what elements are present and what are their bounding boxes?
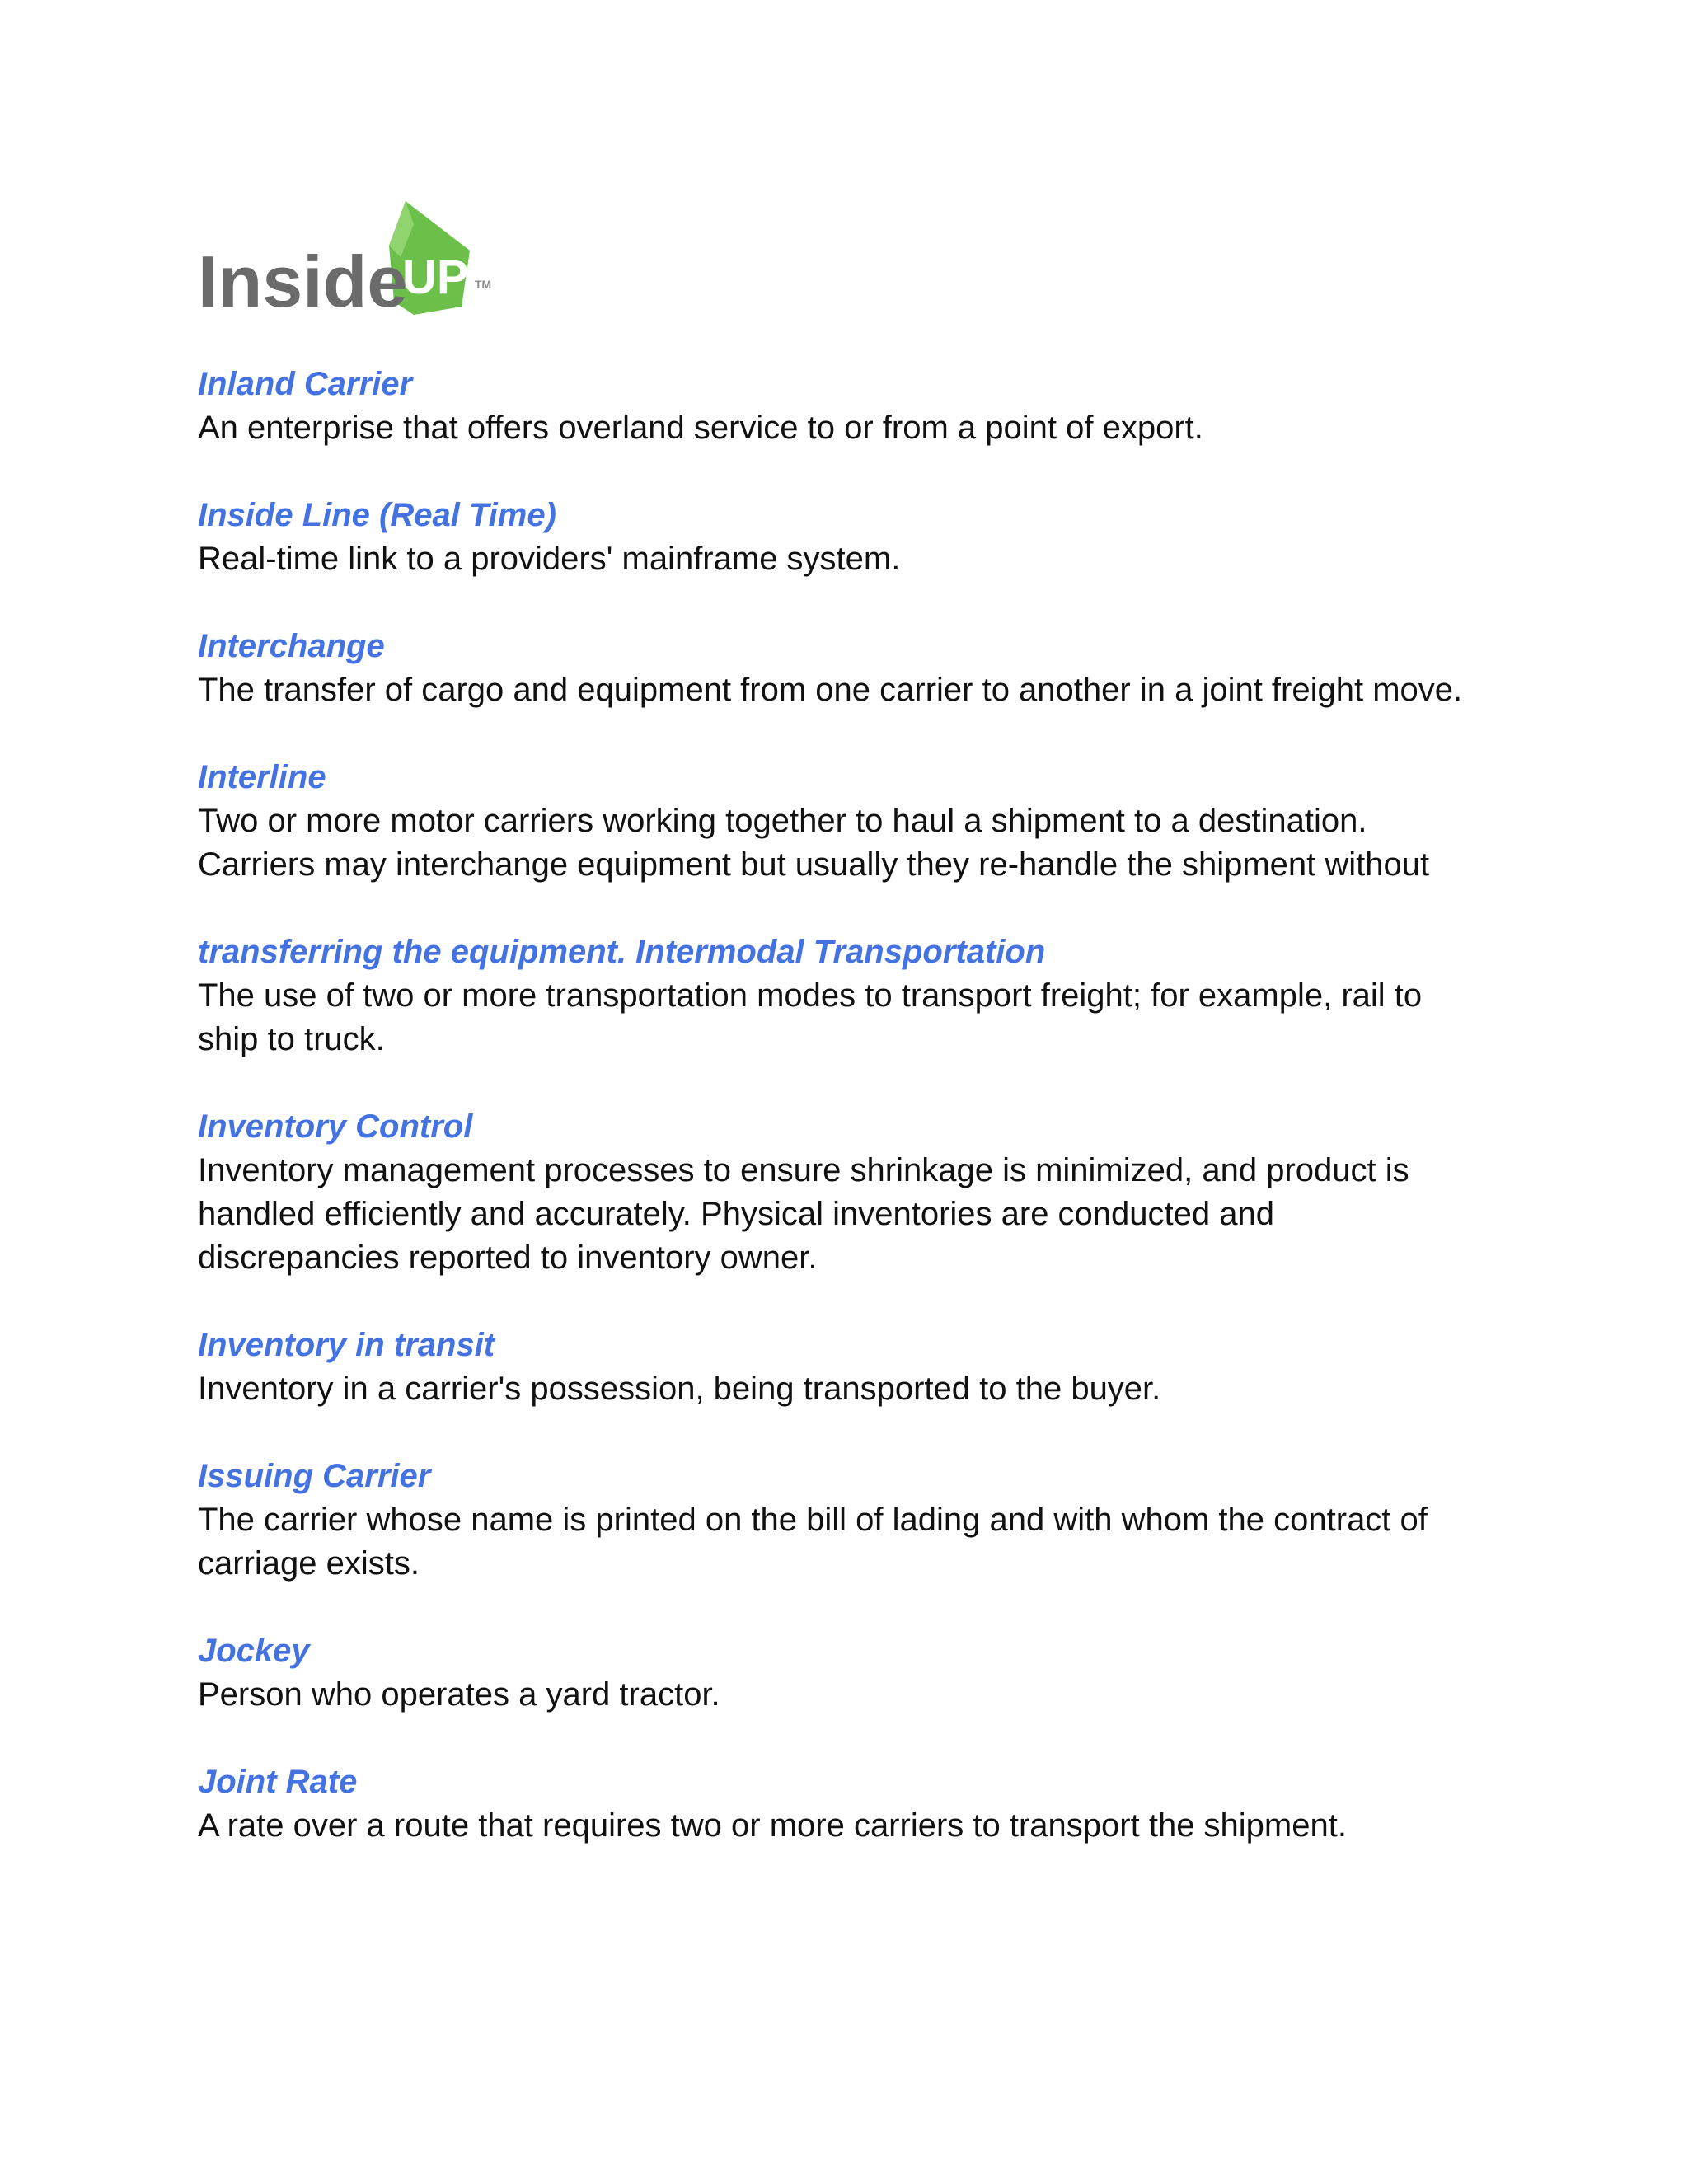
glossary-entry: [198, 1760, 1517, 1848]
definition-line: Carriers may interchange equipment but usually they re-handle the shipment without: [198, 846, 1430, 883]
glossary-entry: [198, 756, 1517, 887]
definition-line: handled efficiently and accurately. Physical inventories are conducted and: [198, 1196, 1274, 1232]
insideup-logo: [198, 191, 511, 323]
glossary-term: Inland Carrier: [198, 366, 413, 402]
definition-line: The use of two or more transportation modes to transport freight; for example, rail to: [198, 977, 1423, 1014]
glossary-term: Interchange: [198, 628, 385, 664]
definition-line: carriage exists.: [198, 1545, 420, 1582]
definition-line: Inventory management processes to ensure shrinkage is minimized, and product is: [198, 1152, 1409, 1188]
glossary-entry: [198, 930, 1517, 1062]
glossary-definition: [198, 974, 1517, 1062]
insideup-logo-graphic: [198, 191, 511, 323]
glossary-definition: [198, 406, 1517, 450]
glossary-term: Issuing Carrier: [198, 1458, 431, 1494]
definition-line: The carrier whose name is printed on the bill of lading and with whom the contract of: [198, 1502, 1428, 1538]
glossary-entry: [198, 494, 1517, 581]
glossary-term: Inventory in transit: [198, 1327, 495, 1363]
glossary-term: Inside Line (Real Time): [198, 497, 556, 533]
definition-line: A rate over a route that requires two or more carriers to transport the shipment.: [198, 1807, 1347, 1844]
glossary-entry: [198, 1629, 1517, 1717]
logo-wordmark: Inside: [198, 241, 408, 322]
glossary-entry: [198, 1324, 1517, 1411]
logo-mark: UP: [402, 251, 469, 304]
definition-line: Real-time link to a providers' mainframe system.: [198, 541, 901, 577]
glossary-definition: [198, 1673, 1517, 1717]
definition-line: discrepancies reported to inventory owner.: [198, 1240, 818, 1276]
glossary-term: Jockey: [198, 1633, 310, 1669]
glossary-definition: [198, 1367, 1517, 1411]
glossary-list: [198, 363, 1517, 1891]
glossary-term: Inventory Control: [198, 1108, 473, 1145]
glossary-entry: [198, 625, 1517, 712]
definition-line: Person who operates a yard tractor.: [198, 1676, 720, 1713]
glossary-definition: [198, 537, 1517, 581]
definition-line: ship to truck.: [198, 1021, 385, 1057]
glossary-definition: [198, 1498, 1517, 1586]
glossary-entry: [198, 1105, 1517, 1280]
glossary-entry: [198, 363, 1517, 450]
definition-line: Two or more motor carriers working together to haul a shipment to a destination.: [198, 803, 1367, 839]
definition-line: An enterprise that offers overland service to or from a point of export.: [198, 410, 1203, 446]
logo-trademark: TM: [475, 278, 492, 291]
glossary-definition: [198, 1804, 1517, 1848]
glossary-term: Joint Rate: [198, 1764, 358, 1800]
glossary-definition: [198, 1149, 1517, 1280]
glossary-term: Interline: [198, 759, 326, 795]
glossary-term: transferring the equipment. Intermodal Transportation: [198, 934, 1046, 970]
definition-line: The transfer of cargo and equipment from one carrier to another in a joint freight move.: [198, 672, 1463, 708]
glossary-entry: [198, 1455, 1517, 1586]
definition-line: Inventory in a carrier's possession, being transported to the buyer.: [198, 1371, 1161, 1407]
glossary-definition: [198, 668, 1517, 712]
glossary-definition: [198, 799, 1517, 887]
